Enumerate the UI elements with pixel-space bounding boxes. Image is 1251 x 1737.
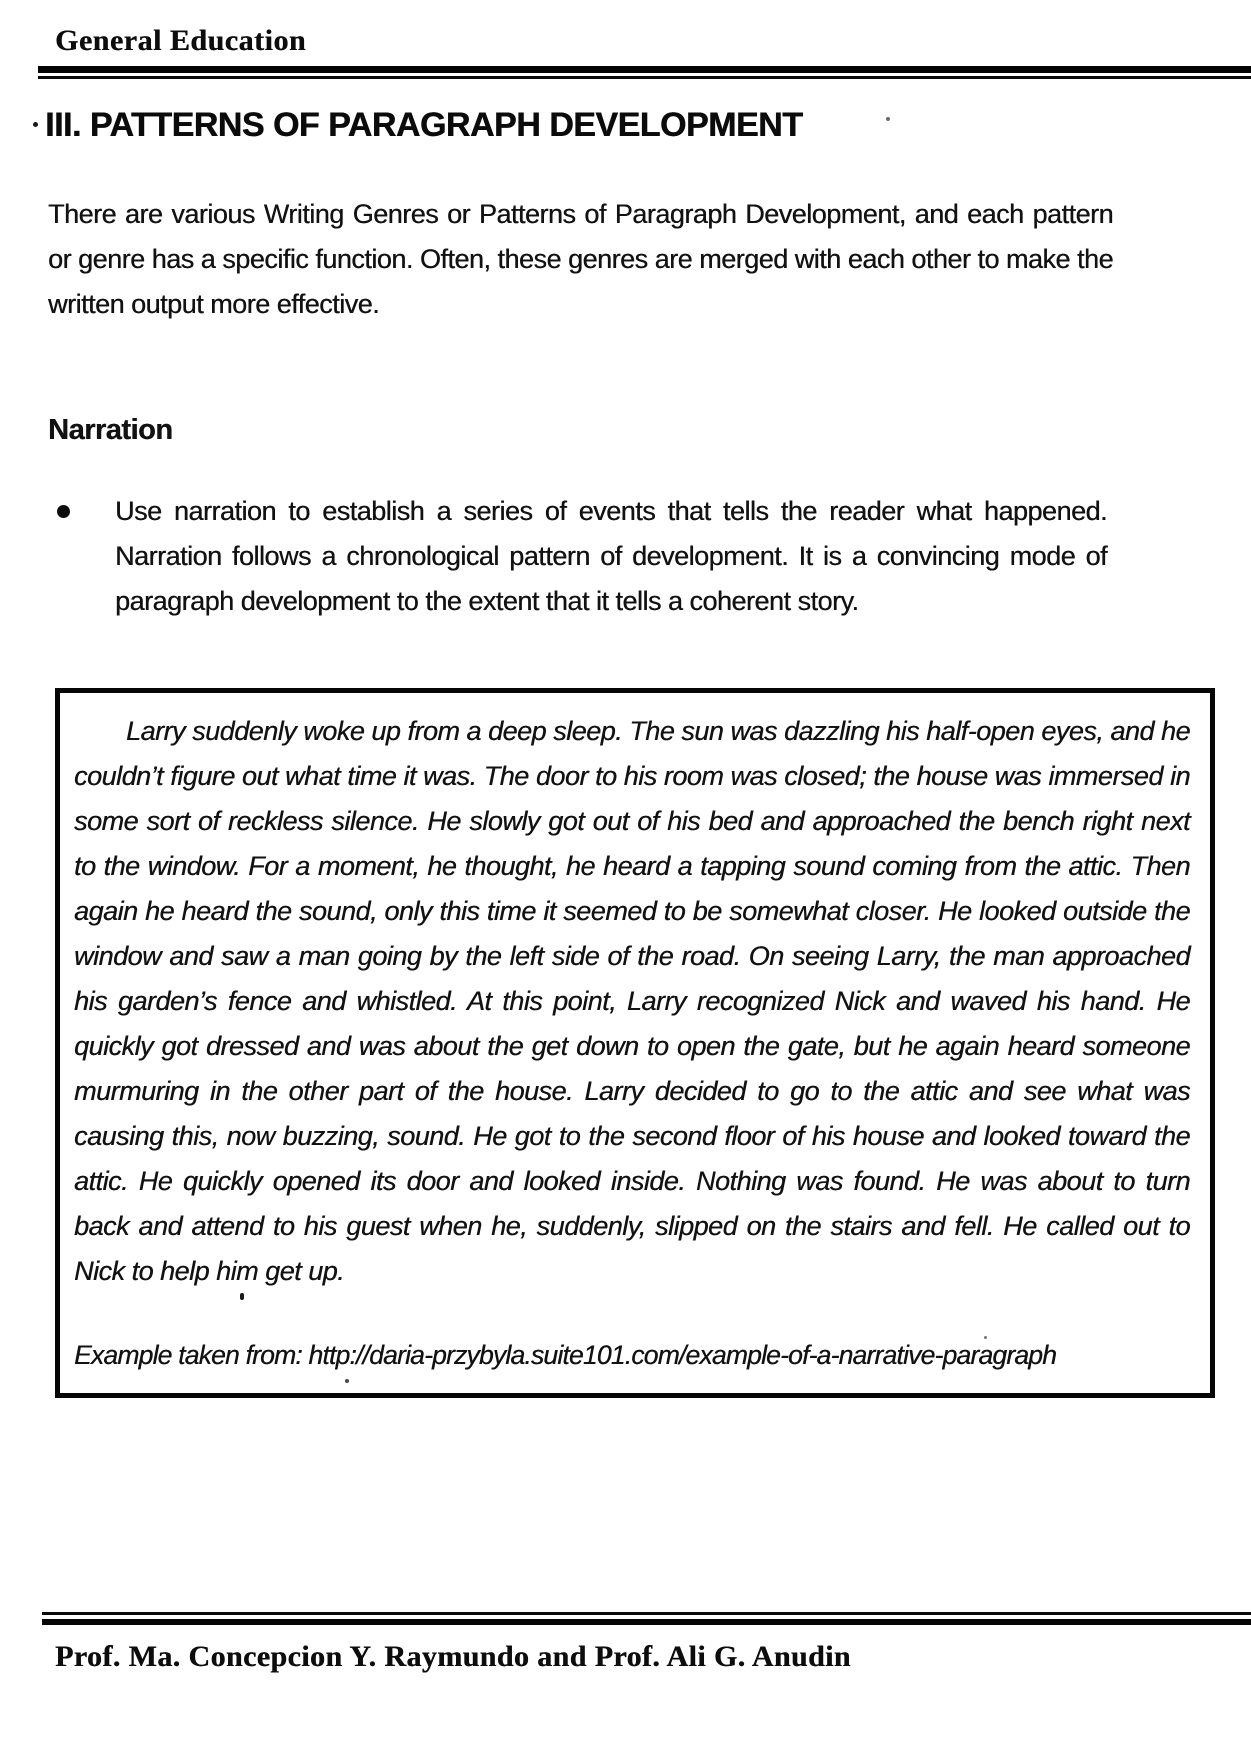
scan-speck bbox=[240, 1293, 244, 1300]
footer-authors: Prof. Ma. Concepcion Y. Raymundo and Prof. Ali G. Anudin bbox=[55, 1640, 851, 1673]
scan-speck bbox=[33, 122, 38, 127]
scan-speck bbox=[886, 117, 890, 121]
example-source-citation: Example taken from: http://daria-przybyla.suite101.com/example-of-a-narrative-paragraph bbox=[74, 1340, 1057, 1370]
bullet-marker-icon bbox=[57, 505, 70, 518]
example-narrative-paragraph: Larry suddenly woke up from a deep sleep. The sun was dazzling his half-open eyes, and he couldn’t figure out what time it was. The door to his room was closed; the house was immersed in some sort of reckless silence. He slowly got out of his bed and approached the bench right next to the window. For a moment, he thought, he heard a tapping sound coming from the attic. Then again he heard the sound, only this time it seemed to be somewhat closer. He looked outside the window and saw a man going by the left side of the road. On seeing Larry, the man approached his garden’s fence and whistled. At this point, Larry recognized Nick and waved his hand. He quickly got dressed and was about the get down to open the gate, but he again heard someone murmuring in the other part of the house. Larry decided to go to the attic and see what was causing this, now buzzing, sound. He got to the second floor of his house and looked toward the attic. He quickly opened its door and looked inside. Nothing was found. He was about to turn back and attend to his guest when he, suddenly, slipped on the stairs and fell. He called out to Nick to help him get up. bbox=[74, 716, 1190, 1286]
section-heading-narration: Narration bbox=[48, 414, 173, 446]
header-course-label: General Education bbox=[55, 24, 307, 57]
header-divider-rule bbox=[38, 66, 1251, 79]
scan-speck bbox=[984, 1336, 987, 1339]
bullet-item: Use narration to establish a series of events that tells the reader what happened. Narration follows a chronological pattern of development. It is a convincing mode of paragraph development to the extent that it tells a coherent story. bbox=[115, 496, 1107, 616]
intro-paragraph: There are various Writing Genres or Patterns of Paragraph Development, and each pattern or genre has a specific function. Often, these genres are merged with each other to make the written output more effective. bbox=[48, 199, 1113, 319]
example-box bbox=[55, 688, 1215, 1398]
footer-divider-rule bbox=[42, 1612, 1251, 1625]
bullet-list bbox=[57, 489, 1107, 624]
scan-speck bbox=[345, 1379, 349, 1383]
page-title: III. PATTERNS OF PARAGRAPH DEVELOPMENT bbox=[45, 106, 803, 144]
